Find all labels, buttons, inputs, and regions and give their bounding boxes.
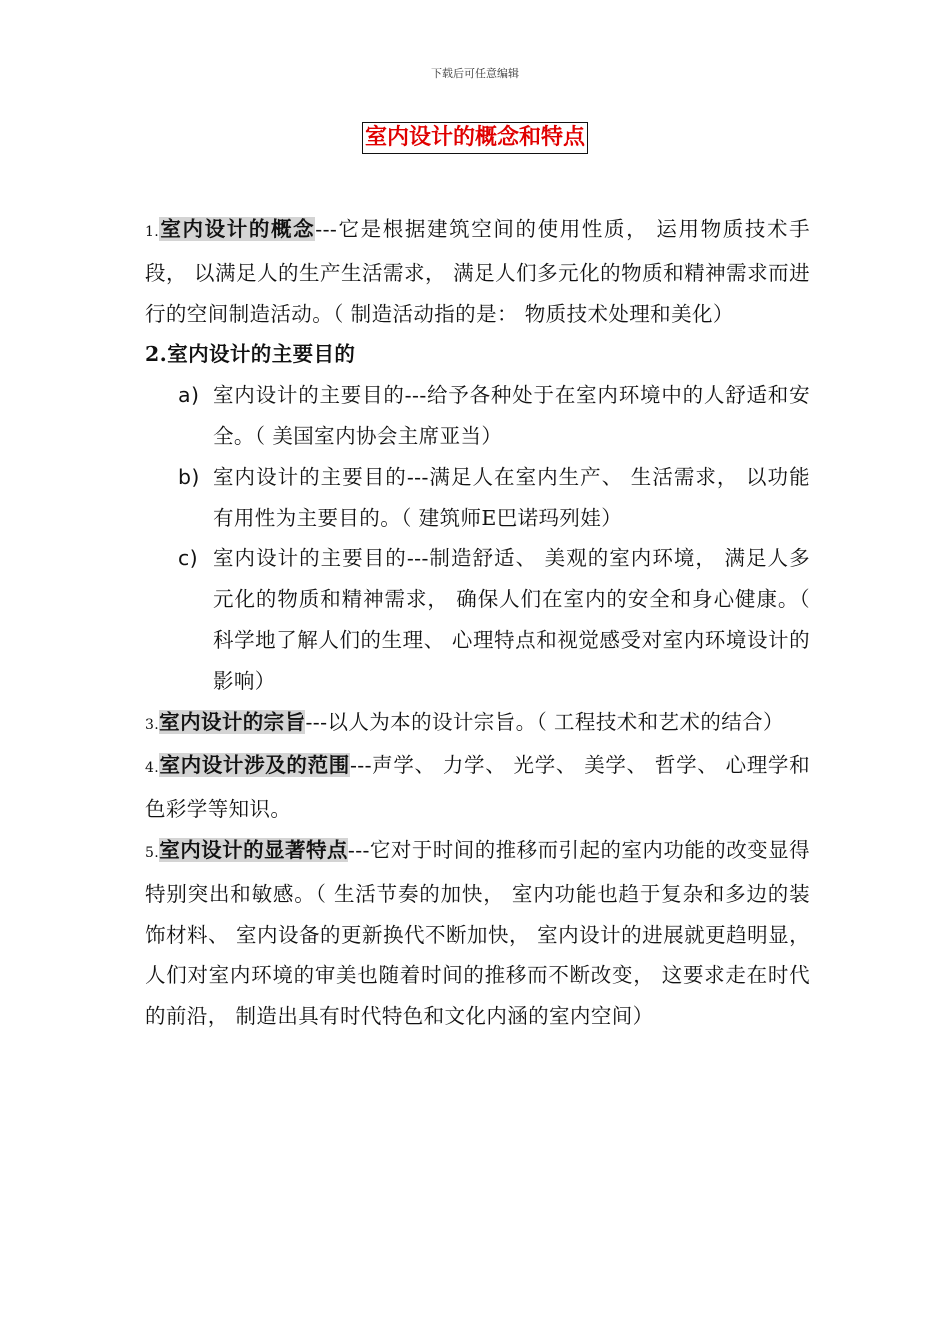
page-header-note: 下载后可任意编辑 [431, 67, 519, 80]
list-item-text: 室内设计的主要目的---满足人在室内生产、 生活需求， 以功能有用性为主要目的。（ 建筑师E巴诺玛列娃） [213, 464, 810, 530]
section-number: 5. [145, 844, 160, 861]
document-body [145, 209, 810, 1037]
list-item-label: c) [178, 546, 199, 571]
section-5 [145, 830, 810, 1037]
list-item-text: 室内设计的主要目的---制造舒适、 美观的室内环境， 满足人多元化的物质和精神需求， 确保人们在室内的安全和身心健康。（ 科学地了解人们的生理、 心理特点和视觉感受对室内环境设计的影响） [213, 546, 810, 693]
list-item [178, 538, 810, 701]
title-wrapper [0, 122, 950, 154]
section-number: 2. [145, 342, 168, 367]
list-item-label: b) [178, 464, 200, 489]
section-heading: 室内设计的概念 [159, 217, 316, 241]
section-text: ---它对于时间的推移而引起的室内功能的改变显得特别突出和敏感。（ 生活节奏的加快， 室内功能也趋于复杂和多边的装饰材料、 室内设备的更新换代不断加快， 室内设计的进展就更趋明显， 人们对室内环境的审美也随着时间的推移而不断改变， 这要求走在时代的前沿， 制造出具有时代特色和文化内涵的室内空间） [145, 837, 810, 1029]
section-text: ---声学、 力学、 光学、 美学、 哲学、 心理学和色彩学等知识。 [145, 753, 810, 822]
section-text: ---以人为本的设计宗旨。（ 工程技术和艺术的结合） [305, 709, 784, 734]
list-item [178, 375, 810, 457]
section-4 [145, 745, 810, 830]
section-2 [145, 334, 810, 375]
list-item-label: a) [178, 383, 200, 408]
document-title: 室内设计的概念和特点 [362, 122, 588, 154]
list-item-text: 室内设计的主要目的---给予各种处于在室内环境中的人舒适和安全。（ 美国室内协会主席亚当） [213, 383, 810, 448]
section-heading: 室内设计的宗旨 [159, 709, 306, 734]
section-heading: 室内设计涉及的范围 [159, 753, 350, 778]
section-number: 1. [145, 224, 160, 240]
section-number: 4. [145, 760, 160, 777]
section-heading: 室内设计的显著特点 [159, 837, 348, 862]
section-1 [145, 209, 810, 334]
section-text: ---它是根据建筑空间的使用性质， 运用物质技术手段， 以满足人的生产生活需求， 满足人们多元化的物质和精神需求而进行的空间制造活动。（ 制造活动指的是： 物质技术处理和美化） [145, 217, 810, 326]
section-3 [145, 702, 810, 746]
list-item [178, 457, 810, 539]
section-number: 3. [145, 716, 160, 733]
section-heading: 室内设计的主要目的 [167, 342, 356, 367]
